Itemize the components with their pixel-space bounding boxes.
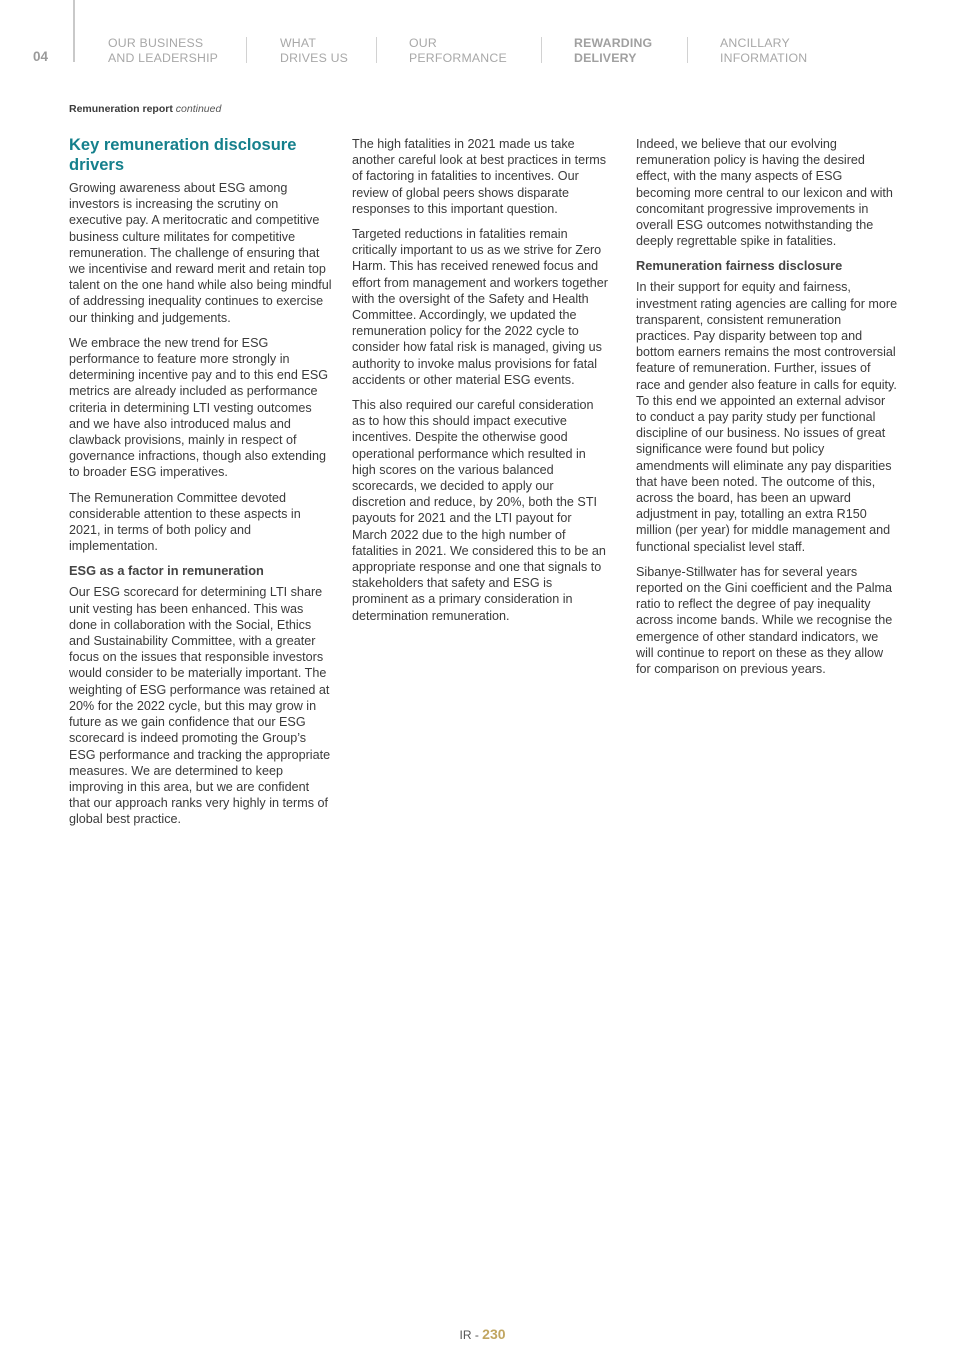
- nav-our-performance[interactable]: [409, 36, 507, 66]
- nav-line1: OUR: [409, 36, 437, 50]
- nav-line2: DRIVES US: [280, 51, 349, 65]
- subheading-esg-factor: ESG as a factor in remuneration: [69, 563, 264, 579]
- section-number: 04: [33, 49, 49, 64]
- section-heading: Key remuneration disclosure drivers: [69, 136, 297, 174]
- paragraph: Sibanye-Stillwater has for several years reported on the Gini coefficient and the Palma ratio to reflect the degree of pay inequality across income bands. While we recognise the emergence of other standard indicators, we will continue to report on these as they allow for comparison on previous years.: [636, 564, 893, 677]
- paragraph: Targeted reductions in fatalities remain critically important to us as we strive for Zero Harm. This has received renewed focus and effort from management and workers together with the oversight of the Safety and Health Committee. Accordingly, we updated the remuneration policy for the 2022 cycle to consider how fatal risk is managed, giving us authority to invoke malus provisions for fatal accidents or other material ESG events.: [352, 227, 608, 387]
- nav-separator: [246, 37, 247, 63]
- report-label-continued: continued: [175, 103, 222, 115]
- nav-rewarding-delivery[interactable]: [574, 36, 652, 66]
- nav-separator: [376, 37, 377, 63]
- paragraph: In their support for equity and fairness, investment rating agencies are calling for more transparent, consistent remuneration practices. Pay disparity between top and bottom earners remains the most controversial feature of remuneration. Further, issues of race and gender also feature in calls for equity. To this end we appointed an external advisor to conduct a pay parity study per functional discipline of our business. No issues of great significance were found but policy amendments will eliminate any pay disparities that have been noted. The outcome of this, across the board, has been an upward adjustment in pay, totalling an extra R150 million (per year) for middle management and functional specialist level staff.: [636, 280, 898, 554]
- nav-line2: AND LEADERSHIP: [108, 51, 219, 65]
- paragraph: Growing awareness about ESG among investors is increasing the scrutiny on executive pay. A meritocratic and competitive business culture militates for competitive remuneration. The challenge of ensuring that we incentivise and reward merit and retain top talent on the one hand while also being mindful of addressing inequality continues to exercise our thinking and judgements.: [69, 181, 332, 325]
- nav-ancillary-information[interactable]: [720, 36, 807, 66]
- paragraph: Our ESG scorecard for determining LTI share unit vesting has been enhanced. This was done in collaboration with the Social, Ethics and Sustainability Committee, with a greater focus on the issues that responsible investors would consider to be materially important. The weighting of ESG performance was retained at 20% for the 2022 cycle, but this may grow in future as we gain confidence that our ESG scorecard is indeed promoting the Group’s ESG performance and tracking the appropriate measures. We are determined to keep improving in this area, but we are confident that our approach ranks very highly in terms of global best practice.: [69, 585, 331, 827]
- report-label-title: Remuneration report: [69, 103, 173, 115]
- nav-what-drives-us[interactable]: [280, 36, 348, 66]
- page-footer: [0, 1326, 965, 1342]
- nav-line1: WHAT: [280, 36, 317, 50]
- header-divider-line: [73, 0, 75, 62]
- nav-our-business[interactable]: [108, 36, 218, 66]
- column-1: [69, 136, 333, 837]
- nav-line1: REWARDING: [574, 36, 653, 50]
- nav-line1: OUR BUSINESS: [108, 36, 204, 50]
- column-3: [636, 136, 898, 686]
- nav-line2: INFORMATION: [720, 51, 808, 65]
- paragraph: This also required our careful consideration as to how this should impact executive incentives. Despite the otherwise good operational performance which resulted in high scores on the various balanced scorecards, we decided to apply our discretion and reduce, by 20%, both the STI payouts for 2021 and the LTI payout for March 2022 due to the high number of fatalities in 2021. We considered this to be an appropriate response and one that signals to stakeholders that safety and ESG is prominent as a primary consideration in determination remuneration.: [352, 398, 606, 623]
- footer-prefix: IR -: [459, 1328, 483, 1342]
- paragraph: The high fatalities in 2021 made us take another careful look at best practices in terms of factoring in fatalities to incentives. Our review of global peers shows disparate responses to this important question.: [352, 137, 607, 216]
- paragraph: Indeed, we believe that our evolving remuneration policy is having the desired effect, with the many aspects of ESG becoming more central to our lexicon and with concomitant progressive improvements in overall ESG outcomes notwithstanding the deeply regrettable spike in fatalities.: [636, 137, 893, 249]
- paragraph: We embrace the new trend for ESG performance to feature more strongly in determining incentive pay and to this end ESG metrics are already included as performance criteria in determining LTI vesting outcomes and we have also introduced malus and clawback provisions, mainly in respect of governance infractions, though also extending to broader ESG imperatives.: [69, 335, 329, 480]
- nav-separator: [687, 37, 688, 63]
- nav-line1: ANCILLARY: [720, 36, 790, 50]
- column-2: [352, 136, 608, 633]
- subheading-fairness-disclosure: Remuneration fairness disclosure: [636, 258, 843, 274]
- report-label: [69, 103, 221, 115]
- nav-line2: DELIVERY: [574, 51, 637, 65]
- nav-line2: PERFORMANCE: [409, 51, 507, 65]
- paragraph: The Remuneration Committee devoted considerable attention to these aspects in 2021, in terms of both policy and implementation.: [69, 490, 301, 554]
- nav-separator: [541, 37, 542, 63]
- page-number: 230: [482, 1326, 506, 1342]
